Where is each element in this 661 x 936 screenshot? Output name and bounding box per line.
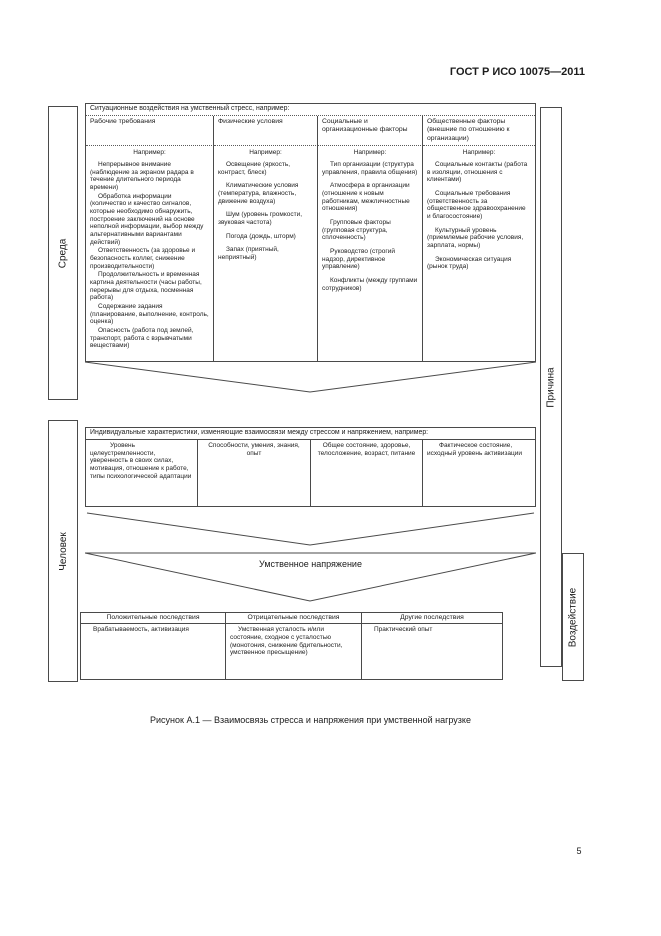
stress-column-header-work: Рабочие требования <box>86 116 214 146</box>
stress-item: Социальные требования (ответственность за общественное здравоохранение и благосостояние) <box>427 190 526 221</box>
individual-cell-actual-state <box>423 440 535 506</box>
figure-caption: Рисунок А.1 — Взаимосвязь стресса и напряжения при умственной нагрузке <box>150 715 471 725</box>
individual-text: Общее состояние, здоровье, телосложение, возраст, питание <box>317 441 416 457</box>
stress-item: Атмосфера в организации (отношение к новым работникам, межличностные отношения) <box>322 182 410 213</box>
stress-column-cell-physical <box>214 146 318 361</box>
funnel-arrow-middle <box>85 512 536 546</box>
consequences-table-grid <box>81 613 502 679</box>
individual-cell-motivation <box>86 440 198 506</box>
stress-column-cell-work <box>86 146 214 361</box>
individual-table <box>85 427 536 507</box>
stress-column-header-societal: Общественные факторы (внешние по отношению к организации) <box>423 116 535 146</box>
individual-text: Уровень целеустремленности, уверенность в своих силах, мотивация, отношение к работе, типы психологической адаптации <box>90 441 192 480</box>
stress-column-cell-social <box>318 146 423 361</box>
consequences-header-other: Другие последствия <box>362 613 502 624</box>
side-label-human <box>48 420 78 682</box>
example-label: Например: <box>353 149 387 157</box>
stress-item: Опасность (работа под землей, транспорт, работа с взрывчатыми веществами) <box>90 326 194 350</box>
consequences-cell-positive <box>81 624 226 679</box>
individual-cell-abilities <box>198 440 311 506</box>
consequences-text: Практический опыт <box>374 626 433 634</box>
stress-item: Погода (дождь, шторм) <box>226 232 296 240</box>
page-header: ГОСТ Р ИСО 10075—2011 <box>449 66 585 78</box>
individual-text: Фактическое состояние, исходный уровень активизации <box>427 441 523 457</box>
side-label-human-text: Человек <box>57 531 69 571</box>
individual-cell-condition <box>311 440 423 506</box>
example-label: Например: <box>133 149 166 157</box>
stress-item: Социальные контакты (работа в изоляции, отношения с клиентами) <box>427 161 528 184</box>
stress-item: Экономическая ситуация (рынок труда) <box>427 255 512 271</box>
side-label-effect-text: Воздействие <box>567 587 579 647</box>
stress-item: Непрерывное внимание (наблюдение за экраном радара в течение длительного периода времени) <box>90 161 194 192</box>
stress-column-header-social: Социальные и организационные факторы <box>318 116 423 146</box>
side-label-environment <box>48 106 78 400</box>
stress-item: Тип организации (структура управления, правила общения) <box>322 161 418 176</box>
consequences-cell-other <box>362 624 502 679</box>
page-number: 5 <box>576 846 582 856</box>
stress-table <box>85 103 536 362</box>
stress-table-grid <box>86 116 535 361</box>
consequences-header-positive: Положительные последствия <box>81 613 226 624</box>
stress-item: Конфликты (между группами сотрудников) <box>322 276 418 292</box>
strain-label: Умственное напряжение <box>259 559 362 569</box>
stress-column-cell-societal <box>423 146 535 361</box>
stress-item: Шум (уровень громкости, звуковая частота) <box>218 211 303 227</box>
stress-item: Климатические условия (температура, влажность, движение воздуха) <box>218 182 299 205</box>
example-label: Например: <box>462 149 496 157</box>
stress-item: Ответственность (за здоровье и безопасность коллег, снижение производительности) <box>90 247 196 270</box>
stress-table-title: Ситуационные воздействия на умственный стресс, например: <box>86 104 535 116</box>
stress-item: Освещение (яркость, контраст, блеск) <box>218 161 291 176</box>
stress-column-header-physical: Физические условия <box>214 116 318 146</box>
consequences-header-negative: Отрицательные последствия <box>226 613 362 624</box>
stress-item: Содержание задания (планирование, выполнение, контроль, оценка) <box>90 302 209 326</box>
side-label-cause-text: Причина <box>545 366 557 408</box>
individual-text: Способности, умения, знания, опыт <box>208 441 300 457</box>
stress-item: Культурный уровень (приемлемые рабочие условия, зарплата, нормы) <box>427 226 524 249</box>
side-label-effect <box>562 553 584 681</box>
example-label: Например: <box>249 149 282 157</box>
consequences-cell-negative <box>226 624 362 679</box>
individual-table-grid <box>86 440 535 506</box>
consequences-text: Врабатываемость, активизация <box>93 626 189 634</box>
consequences-table <box>80 612 503 680</box>
stress-item: Запах (приятный, неприятный) <box>218 246 279 261</box>
stress-item: Обработка информации (количество и качество сигналов, которые необходимо обнаружить, построение заключений на основе неполной информации, выбор между альтернативными вариантами действий) <box>90 192 204 246</box>
stress-item: Продолжительность и временная картина деятельности (часы работы, перерывы для отдыха, посменная работа) <box>90 271 202 302</box>
consequences-text: Умственная усталость и/или состояние, сходное с усталостью (монотония, снижение бдительности, умственное пресыщение) <box>230 626 343 657</box>
side-label-environment-text: Среда <box>57 238 69 268</box>
funnel-arrow-top <box>85 361 536 393</box>
stress-item: Руководство (строгий надзор, директивное управление) <box>322 247 396 271</box>
individual-table-title: Индивидуальные характеристики, изменяющие взаимосвязи между стрессом и напряжением, например: <box>86 428 535 440</box>
stress-item: Групповые факторы (групповая структура, сплоченность) <box>322 219 391 242</box>
side-label-cause <box>540 107 562 667</box>
